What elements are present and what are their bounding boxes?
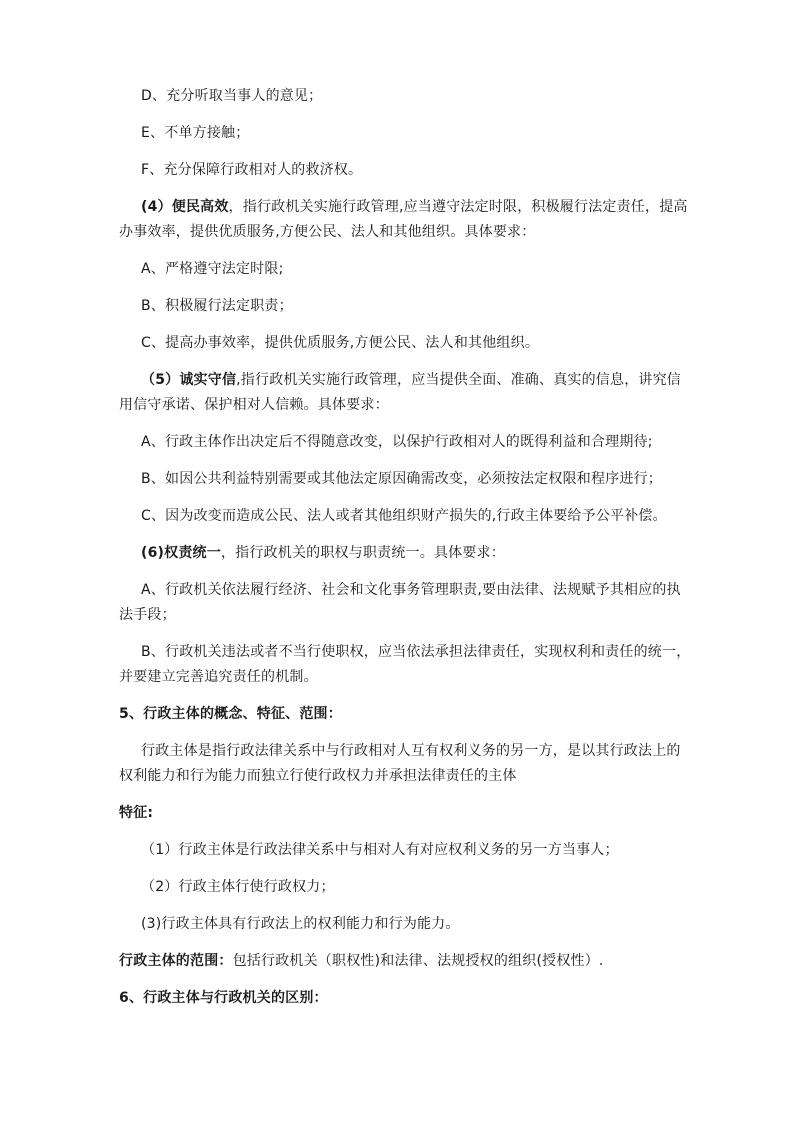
scope-text: 包括行政机关（职权性)和法律、法规授权的组织(授权性）. [232,953,604,969]
section-5-definition-line-1: 行政主体是指行政法律关系中与行政相对人互有权利义务的另一方，是以其行政法上的 [141,743,681,759]
principle-6-item-a-line-1: A、行政机关依法履行经济、社会和文化事务管理职责,要由法律、法规赋予其相应的执 [141,582,681,598]
principle-4-text: ，指行政机关实施行政管理,应当遵守法定时限，积极履行法定责任，提高 [228,199,688,215]
principle-4-item-c: C、提高办事效率，提供优质服务,方便公民、法人和其他组织。 [141,335,540,351]
section-6-title: 6、行政主体与行政机关的区别： [119,990,328,1006]
scope-label: 行政主体的范围： [119,953,233,969]
principle-6-item-b-line-1: B、行政机关违法或者不当行使职权，应当依法承担法律责任，实现权利和责任的统一， [141,644,691,660]
principle-6-item-a-line-2: 法手段； [119,607,176,623]
section-5-title: 5、行政主体的概念、特征、范围： [119,706,342,722]
principle-5-text: ,指行政机关实施行政管理，应当提供全面、准确、真实的信息，讲究信 [236,372,682,388]
feature-1: （1）行政主体是行政法律关系中与相对人有对应权利义务的另一方当事人； [141,842,619,858]
principle-5-heading: （5）诚实守信 [141,372,237,388]
requirement-f: F、充分保障行政相对人的救济权。 [141,162,363,178]
requirement-e: E、不单方接触； [141,125,250,141]
principle-6-item-b-line-2: 并要建立完善追究责任的机制。 [119,669,318,685]
principle-6-line-1 [141,543,505,563]
principle-5-item-a: A、行政主体作出决定后不得随意改变，以保护行政相对人的既得利益和合理期待; [141,434,653,450]
principle-5-item-c: C、因为改变而造成公民、法人或者其他组织财产损失的,行政主体要给予公平补偿。 [141,508,667,524]
feature-3: (3)行政主体具有行政法上的权利能力和行为能力。 [141,916,460,932]
principle-5-line-2: 用信守承诺、保护相对人信赖。具体要求： [119,397,389,413]
principle-6-heading: (6)权责统一 [141,545,221,561]
feature-2: （2）行政主体行使行政权力； [141,879,335,895]
principle-4-item-a: A、严格遵守法定时限; [141,261,284,277]
section-5-definition-line-2: 权利能力和行为能力而独立行使行政权力并承担法律责任的主体 [119,768,517,784]
principle-4-line-1 [141,197,688,217]
requirement-d: D、充分听取当事人的意见； [141,88,323,104]
principle-6-text: ，指行政机关的职权与职责统一。具体要求： [220,545,505,561]
principle-5-line-1 [141,370,681,390]
scope-line [119,951,604,971]
principle-5-item-b: B、如因公共利益特别需要或其他法定原因确需改变，必须按法定权限和程序进行； [141,471,663,487]
principle-4-line-2: 办事效率，提供优质服务,方便公民、法人和其他组织。具体要求： [119,224,536,240]
features-label: 特征: [119,805,154,821]
principle-4-heading: (4）便民高效 [141,199,229,215]
principle-4-item-b: B、积极履行法定职责； [141,298,293,314]
